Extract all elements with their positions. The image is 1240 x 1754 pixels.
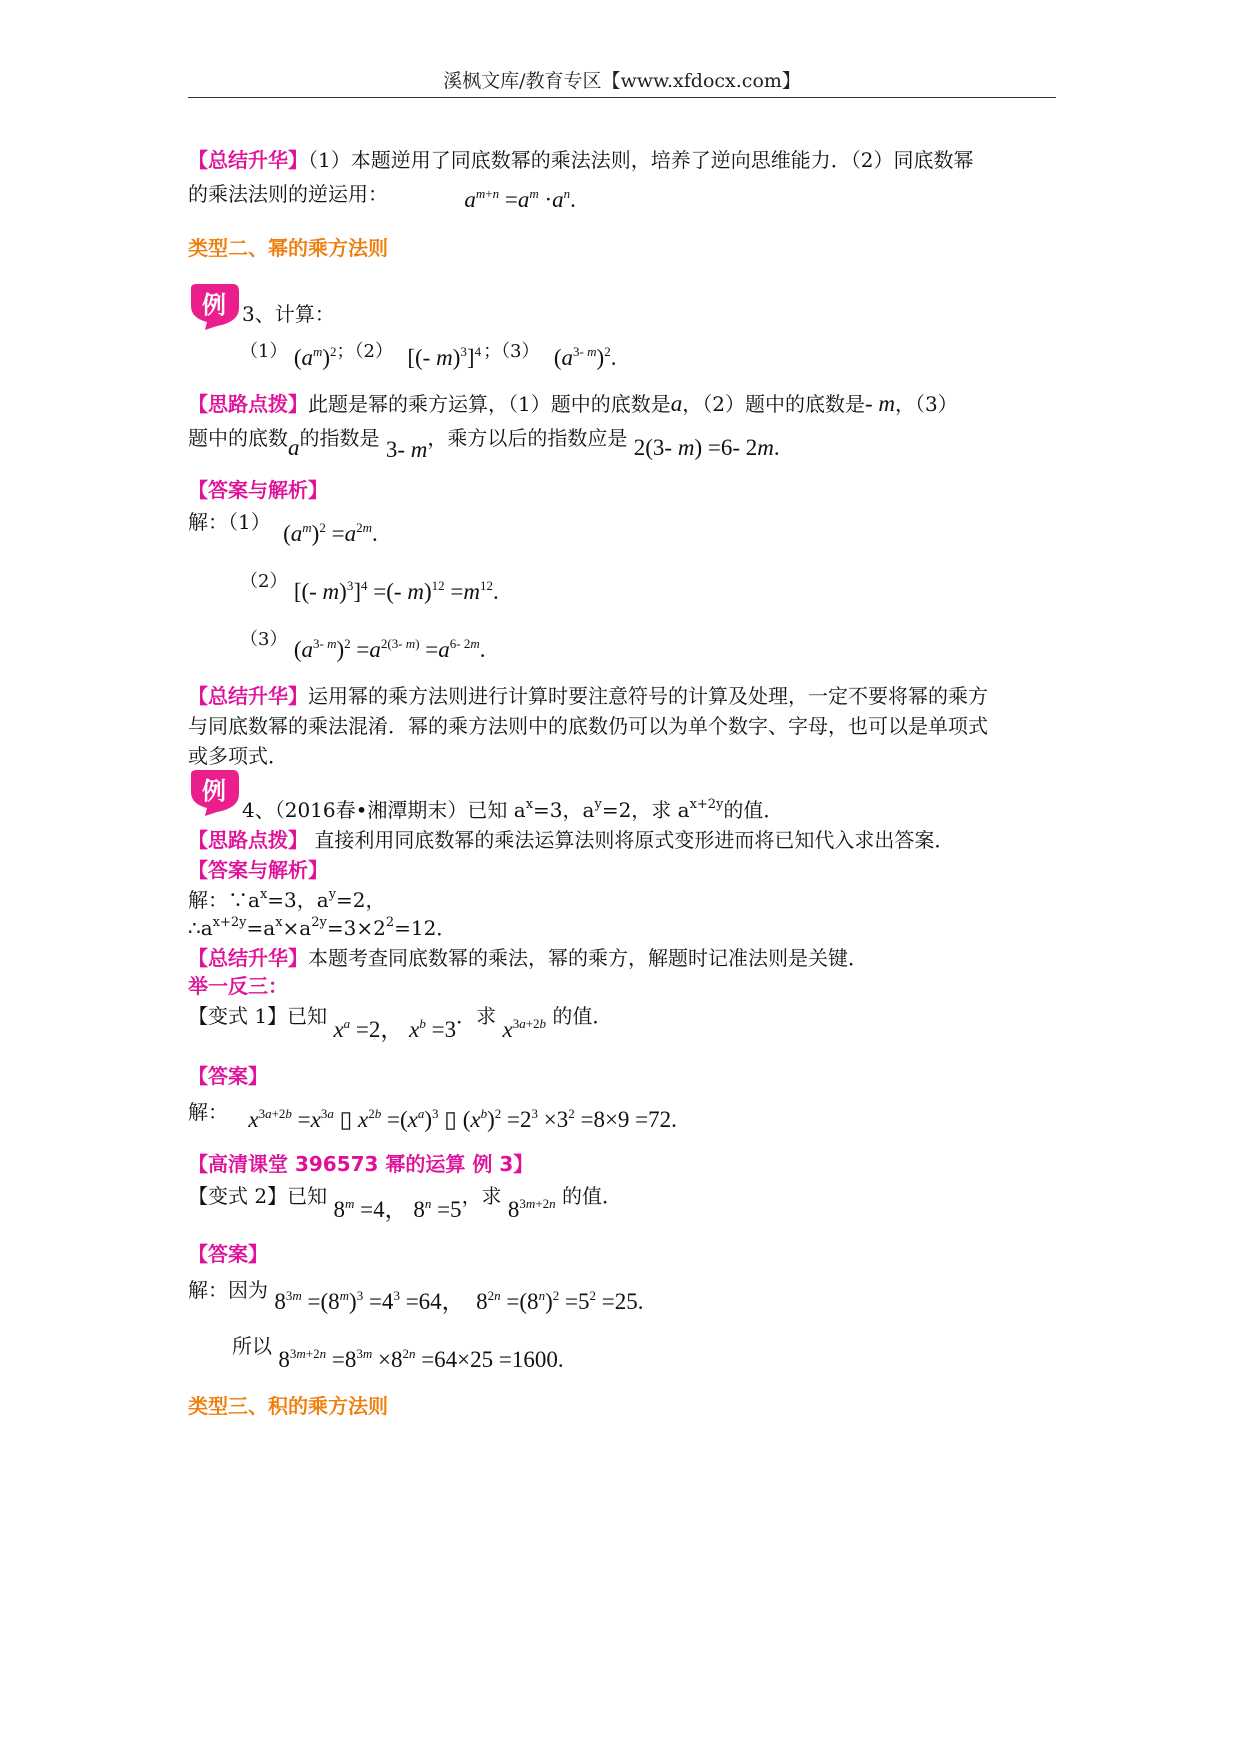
header-divider — [188, 97, 1056, 98]
part-label: ；（2） — [336, 341, 393, 362]
answer-tag: 【答案与解析】 — [188, 858, 328, 882]
example-3-parts — [240, 336, 617, 370]
formula: $(a^{3- m})^2$. — [553, 344, 617, 370]
part-label: （2） — [240, 571, 288, 592]
practice-heading: 举一反三： — [188, 974, 288, 998]
hint-tag: 【思路点拨】 — [188, 828, 308, 852]
answer-tag: 【答案与解析】 — [188, 478, 328, 502]
summary-tag: 【总结升华】 — [188, 946, 308, 970]
hint-text: ，（2）题中的底数是 — [682, 392, 865, 416]
summary-3-line2: 与同底数幂的乘法混淆．幂的乘方法则中的底数仍可以为单个数字、字母，也可以是单项式 — [188, 714, 988, 738]
summary-text: （1）本题逆用了同底数幂的乘法法则，培养了逆向思维能力．（2）同底数幂 — [308, 148, 974, 172]
formula: $(a^{3- m})^2 =a^{2(3- m)} =a^{6- 2m}$. — [293, 636, 486, 662]
solution-label: 解：（1） — [188, 510, 271, 534]
summary-3 — [188, 682, 988, 710]
formula: $8^{3m+2n}$ — [507, 1196, 556, 1222]
formula: $x^{3a+2b} =x^{3a}$ ▯ $x^{2b} =(x^a)^3$ ▯ $(x^b)^2 =2^3 \times 3^2 =8\times 9 =72$. — [248, 1106, 677, 1132]
summary-1-line2 — [188, 180, 576, 212]
answer-v1: 解： $x^{3a+2b} =x^{3a}$ ▯ $x^{2b} =(x^a)^3$ ▯ $(x^b)^2 =2^3 \times 3^2 =8\times 9 =72$. — [188, 1100, 677, 1132]
svg-text:例: 例 — [202, 777, 226, 805]
formula: $8^m =4$， $8^n =5$ — [333, 1196, 462, 1222]
answer-tag: 【答案】 — [188, 1242, 268, 1266]
part-label: ；（3） — [483, 341, 540, 362]
hint-3: 【思路点拨】此题是幂的乘方运算，（1）题中的底数是a，（2）题中的底数是- m，（3） — [188, 391, 958, 416]
hint-tag: 【思路点拨】 — [188, 392, 308, 416]
answer-tag: 【答案】 — [188, 1064, 268, 1088]
answer-v2-line2: 所以 $8^{3m+2n} =8^{3m} \times 8^{2n} =64\times 25 =1600$. — [232, 1334, 564, 1372]
summary-tag: 【总结升华】 — [188, 148, 308, 172]
section-heading-type2: 类型二、幂的乘方法则 — [188, 236, 388, 260]
answer-3-line2 — [240, 566, 499, 604]
hint-text: 直接利用同底数幂的乘法运算法则将原式变形进而将已知代入求出答案． — [308, 828, 955, 852]
formula: [(- m)$^3$]$^4$ — [407, 344, 482, 370]
summary-text: 本题考查同底数幂的乘法，幂的乘方，解题时记准法则是关键． — [308, 946, 868, 970]
video-tag: 【高清课堂 396573 幂的运算 例 3】 — [188, 1152, 534, 1176]
hint-3-line2: 题中的底数a的指数是 3- m，乘方以后的指数应是 2(3- m) =6- 2m. — [188, 426, 780, 462]
formula-reverse-law: $a^{m+n} =a^m \cdot a^n$. — [464, 186, 576, 212]
example-badge-icon — [187, 768, 241, 818]
section-heading-type3: 类型三、积的乘方法则 — [188, 1394, 388, 1418]
example-3-title: 3、计算： — [242, 302, 335, 326]
page-header: 溪枫文库/教育专区【www.xfdocx.com】 — [443, 70, 801, 92]
formula: $x^{3a+2b}$ — [502, 1016, 547, 1042]
formula: $(a^m)^2 =a^{2m}$. — [283, 520, 378, 546]
formula: [(- m)$^3$]$^4$ =(- $m)^{12} =m^{12}$. — [293, 578, 499, 604]
answer-4-line2: $\therefore a^{x+2y}=a^x\times a^{2y}=3\times 2^2=12$． — [188, 915, 457, 940]
part-label: （1） — [240, 341, 288, 362]
summary-tag: 【总结升华】 — [188, 684, 308, 708]
example-4-title: 4、（2016春•湘潭期末）已知 $a^x=3$，$a^y=2$，求 $a^{x+2y}$的值． — [242, 797, 784, 822]
part-label: （3） — [240, 629, 288, 650]
svg-text:例: 例 — [202, 291, 226, 319]
summary-text: 运用幂的乘方法则进行计算时要注意符号的计算及处理，一定不要将幂的乘方 — [308, 684, 988, 708]
formula: $(a^m)^2$ — [293, 344, 337, 370]
summary-1 — [188, 146, 973, 174]
formula: $x^a =2$， $x^b =3$ — [333, 1016, 457, 1042]
answer-4-line1: 解：$\because a^x=3$，$a^y=2$， — [188, 887, 386, 912]
example-badge-icon — [187, 282, 241, 332]
hint-text: ，乘方以后的指数应是 — [427, 426, 628, 450]
formula: $8^{3m} =(8^m)^3 =4^3 =64$， $8^{2n} =(8^n)^2 =5^2 =25$. — [274, 1288, 644, 1314]
variant-label: 【变式 1】已知 — [188, 1004, 328, 1028]
summary-4 — [188, 944, 868, 972]
answer-3-line1 — [188, 508, 378, 546]
hint-text: 题中的底数 — [188, 426, 288, 450]
variant-1: 【变式 1】已知 $x^a =2$， $x^b =3$．求 $x^{3a+2b}$ 的值． — [188, 1004, 613, 1042]
answer-v2-line1: 解：因为 $8^{3m} =(8^m)^3 =4^3 =64$， $8^{2n} =(8^n)^2 =5^2 =25$. — [188, 1278, 644, 1314]
summary-3-line3: 或多项式． — [188, 744, 288, 768]
hint-text: ，（3） — [895, 392, 958, 416]
hint-text: 此题是幂的乘方运算，（1）题中的底数是 — [308, 392, 671, 416]
summary-text: 的乘法法则的逆运用： — [188, 182, 388, 206]
hint-text: 的指数是 — [299, 426, 380, 450]
formula: $8^{3m+2n} =8^{3m} \times 8^{2n} =64\times 25 =1600$. — [278, 1346, 564, 1372]
variant-label: 【变式 2】已知 — [188, 1184, 328, 1208]
answer-3-line3 — [240, 624, 486, 662]
variant-2: 【变式 2】已知 $8^m =4$， $8^n =5$，求 $8^{3m+2n}$ 的值． — [188, 1184, 623, 1222]
hint-4 — [188, 826, 954, 854]
